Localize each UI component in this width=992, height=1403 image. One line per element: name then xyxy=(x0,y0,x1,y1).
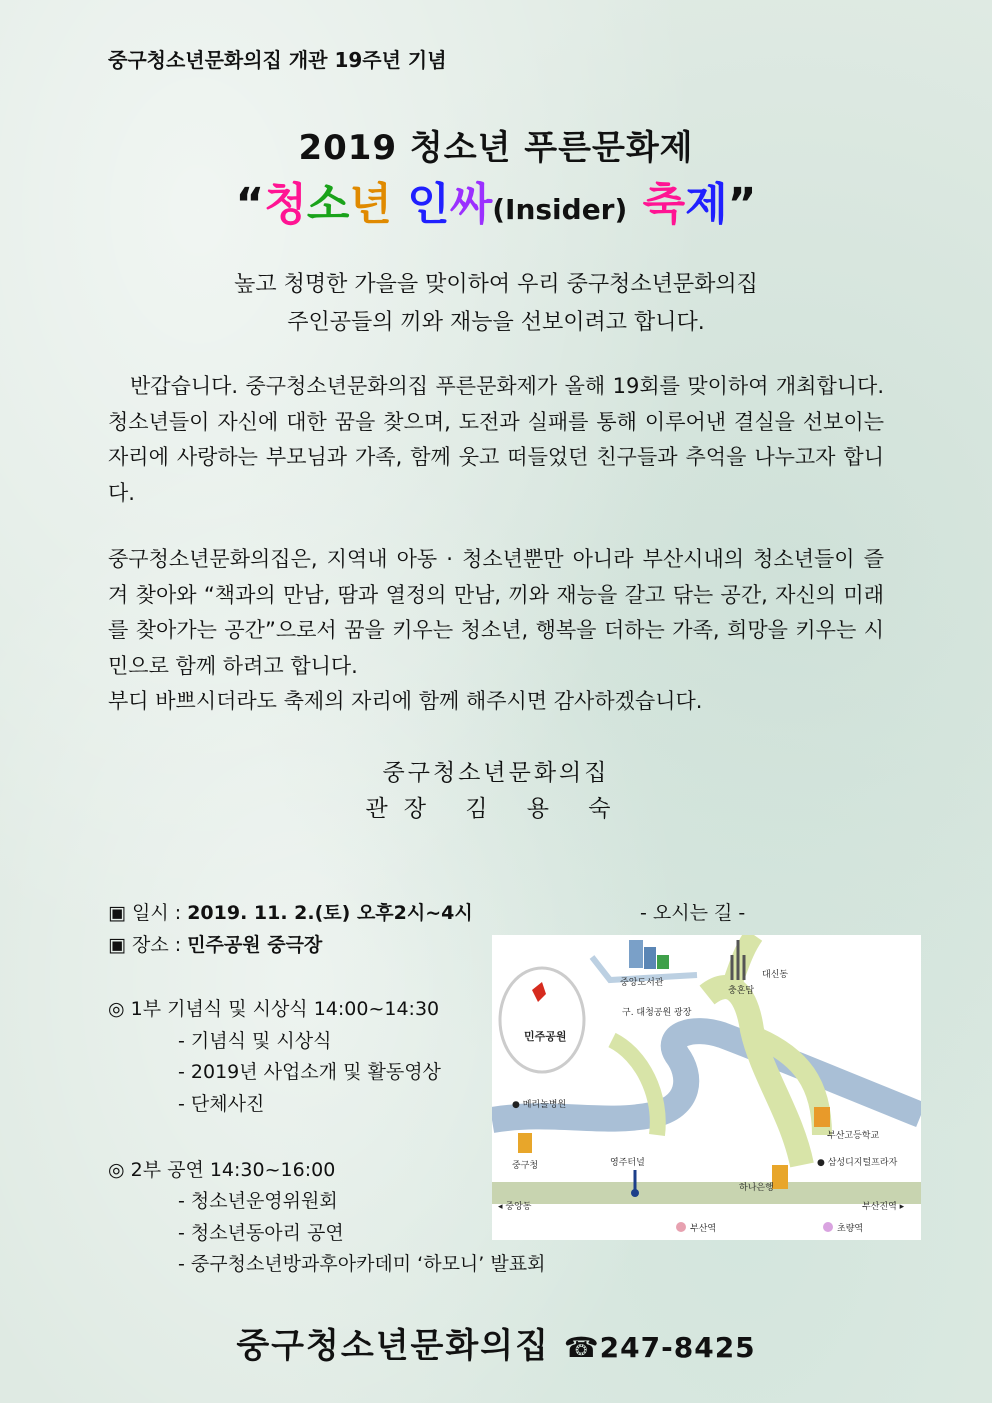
subtitle-char: 제 xyxy=(685,179,728,230)
signer-title: 관장 김 용 숙 xyxy=(365,796,627,822)
part2-title: ◎ 2부 공연 14:30~16:00 xyxy=(108,1159,336,1181)
part1-item: - 2019년 사업소개 및 활동영상 xyxy=(178,1061,441,1083)
library-icon xyxy=(629,940,643,968)
subtitle-char: 싸 xyxy=(449,179,493,230)
place-line xyxy=(108,930,322,957)
map-svg xyxy=(492,935,921,1240)
map-label-park: 민주공원 xyxy=(524,1030,567,1043)
map-label-hospital: ● 메리놀병원 xyxy=(512,1100,567,1110)
part2-item: - 청소년운영위원회 xyxy=(178,1190,338,1212)
school-icon xyxy=(814,1107,830,1127)
subtitle-char: (Insider) xyxy=(492,193,628,226)
map-label-tower: 충혼탑 xyxy=(728,986,755,996)
body-paragraph-3-text: 부디 바쁘시더라도 축제의 자리에 함께 해주시면 감사하겠습니다. xyxy=(108,689,703,713)
part2-item: - 청소년동아리 공연 xyxy=(178,1222,344,1244)
open-quote: “ xyxy=(235,179,265,230)
part1-item: - 단체사진 xyxy=(178,1093,265,1115)
map-road xyxy=(707,987,802,1165)
map-label-busanjin: 부산진역 ▸ xyxy=(862,1202,905,1212)
body-paragraph-2-text: 중구청소년문화의집은, 지역내 아동 · 청소년뿐만 아니라 부산시내의 청소년들이 즐겨 찾아와 “책과의 만남, 땀과 열정의 만남, 끼와 재능을 갈고 닦는 공간, 자신의 미래를 찾아가는 공간”으로서 꿈을 키우는 청소년, 행복을 더하는 가족, 희망을 키우는 시민으로 함께 하려고 합니다. xyxy=(108,547,884,678)
subtitle-char: 소 xyxy=(306,179,350,230)
part2-item: - 중구청소년방과후아카데미 ‘하모니’ 발표회 xyxy=(178,1253,546,1275)
footer-phone: ☎247-8425 xyxy=(563,1331,756,1364)
station-icon xyxy=(823,1222,833,1232)
festival-title: 2019 청소년 푸른문화제 xyxy=(298,128,694,168)
subtitle-char: 청 xyxy=(264,179,307,230)
map-label-bank: 하나은행 xyxy=(739,1183,774,1193)
signer-org: 중구청소년문화의집 xyxy=(382,760,610,786)
intro-line-2: 주인공들의 끼와 재능을 선보이려고 합니다. xyxy=(287,310,705,335)
subtitle-text xyxy=(264,179,727,230)
map-label-busan-station: 부산역 xyxy=(690,1224,717,1234)
intro-text xyxy=(0,266,992,342)
station-icon xyxy=(676,1222,686,1232)
map-label-daesin: 대신동 xyxy=(762,970,789,980)
date-label: ▣ 일시 : xyxy=(108,902,188,924)
body-paragraph-1: 반갑습니다. 중구청소년문화의집 푸른문화제가 올해 19회를 맞이하여 개최합니다. 청소년들이 자신에 대한 꿈을 찾으며, 도전과 실패를 통해 이루어낸 결실을 선보이는 자리에 사랑하는 부모님과 가족, 함께 웃고 떠들었던 친구들과 추억을 나누고자 합니다. xyxy=(108,374,884,505)
map-label-library: 중앙도서관 xyxy=(620,978,664,988)
subtitle-char: 인 xyxy=(407,179,450,230)
map-label-square: 구. 대청공원 광장 xyxy=(622,1008,692,1018)
subtitle-char xyxy=(392,179,407,230)
body-paragraph-2 xyxy=(108,542,884,720)
subtitle-char xyxy=(627,179,642,230)
date-line xyxy=(108,898,473,925)
top-note: 중구청소년문화의집 개관 19주년 기념 xyxy=(108,48,447,72)
subtitle-char: 년 xyxy=(349,179,392,230)
festival-subtitle xyxy=(0,168,992,232)
subtitle-char: 축 xyxy=(642,179,686,230)
map-label-jungang: ◂ 중앙동 xyxy=(498,1202,532,1212)
map-label-jungu: 중구청 xyxy=(512,1161,539,1171)
bank-icon xyxy=(772,1165,788,1189)
place-value: 민주공원 중극장 xyxy=(187,934,323,956)
date-value: 2019. 11. 2.(토) 오후2시~4시 xyxy=(187,902,473,924)
map-label-school: 부산고등학교 xyxy=(827,1131,880,1141)
footer xyxy=(0,1318,992,1367)
part1-title: ◎ 1부 기념식 및 시상식 14:00~14:30 xyxy=(108,998,440,1020)
footer-org: 중구청소년문화의집 xyxy=(236,1326,550,1366)
office-icon xyxy=(518,1133,532,1153)
part1-item: - 기념식 및 시상식 xyxy=(178,1030,332,1052)
map-label-plaza: ● 삼성디지털프라자 xyxy=(817,1158,898,1168)
directions-map xyxy=(492,935,921,1240)
map-label-tunnel: 영주터널 xyxy=(610,1158,645,1168)
map-caption: - 오시는 길 - xyxy=(640,902,746,924)
close-quote: ” xyxy=(727,179,757,230)
place-label: ▣ 장소 : xyxy=(108,934,188,956)
map-label-choryang: 초량역 xyxy=(837,1224,864,1234)
intro-line-1: 높고 청명한 가을을 맞이하여 우리 중구청소년문화의집 xyxy=(234,272,758,297)
